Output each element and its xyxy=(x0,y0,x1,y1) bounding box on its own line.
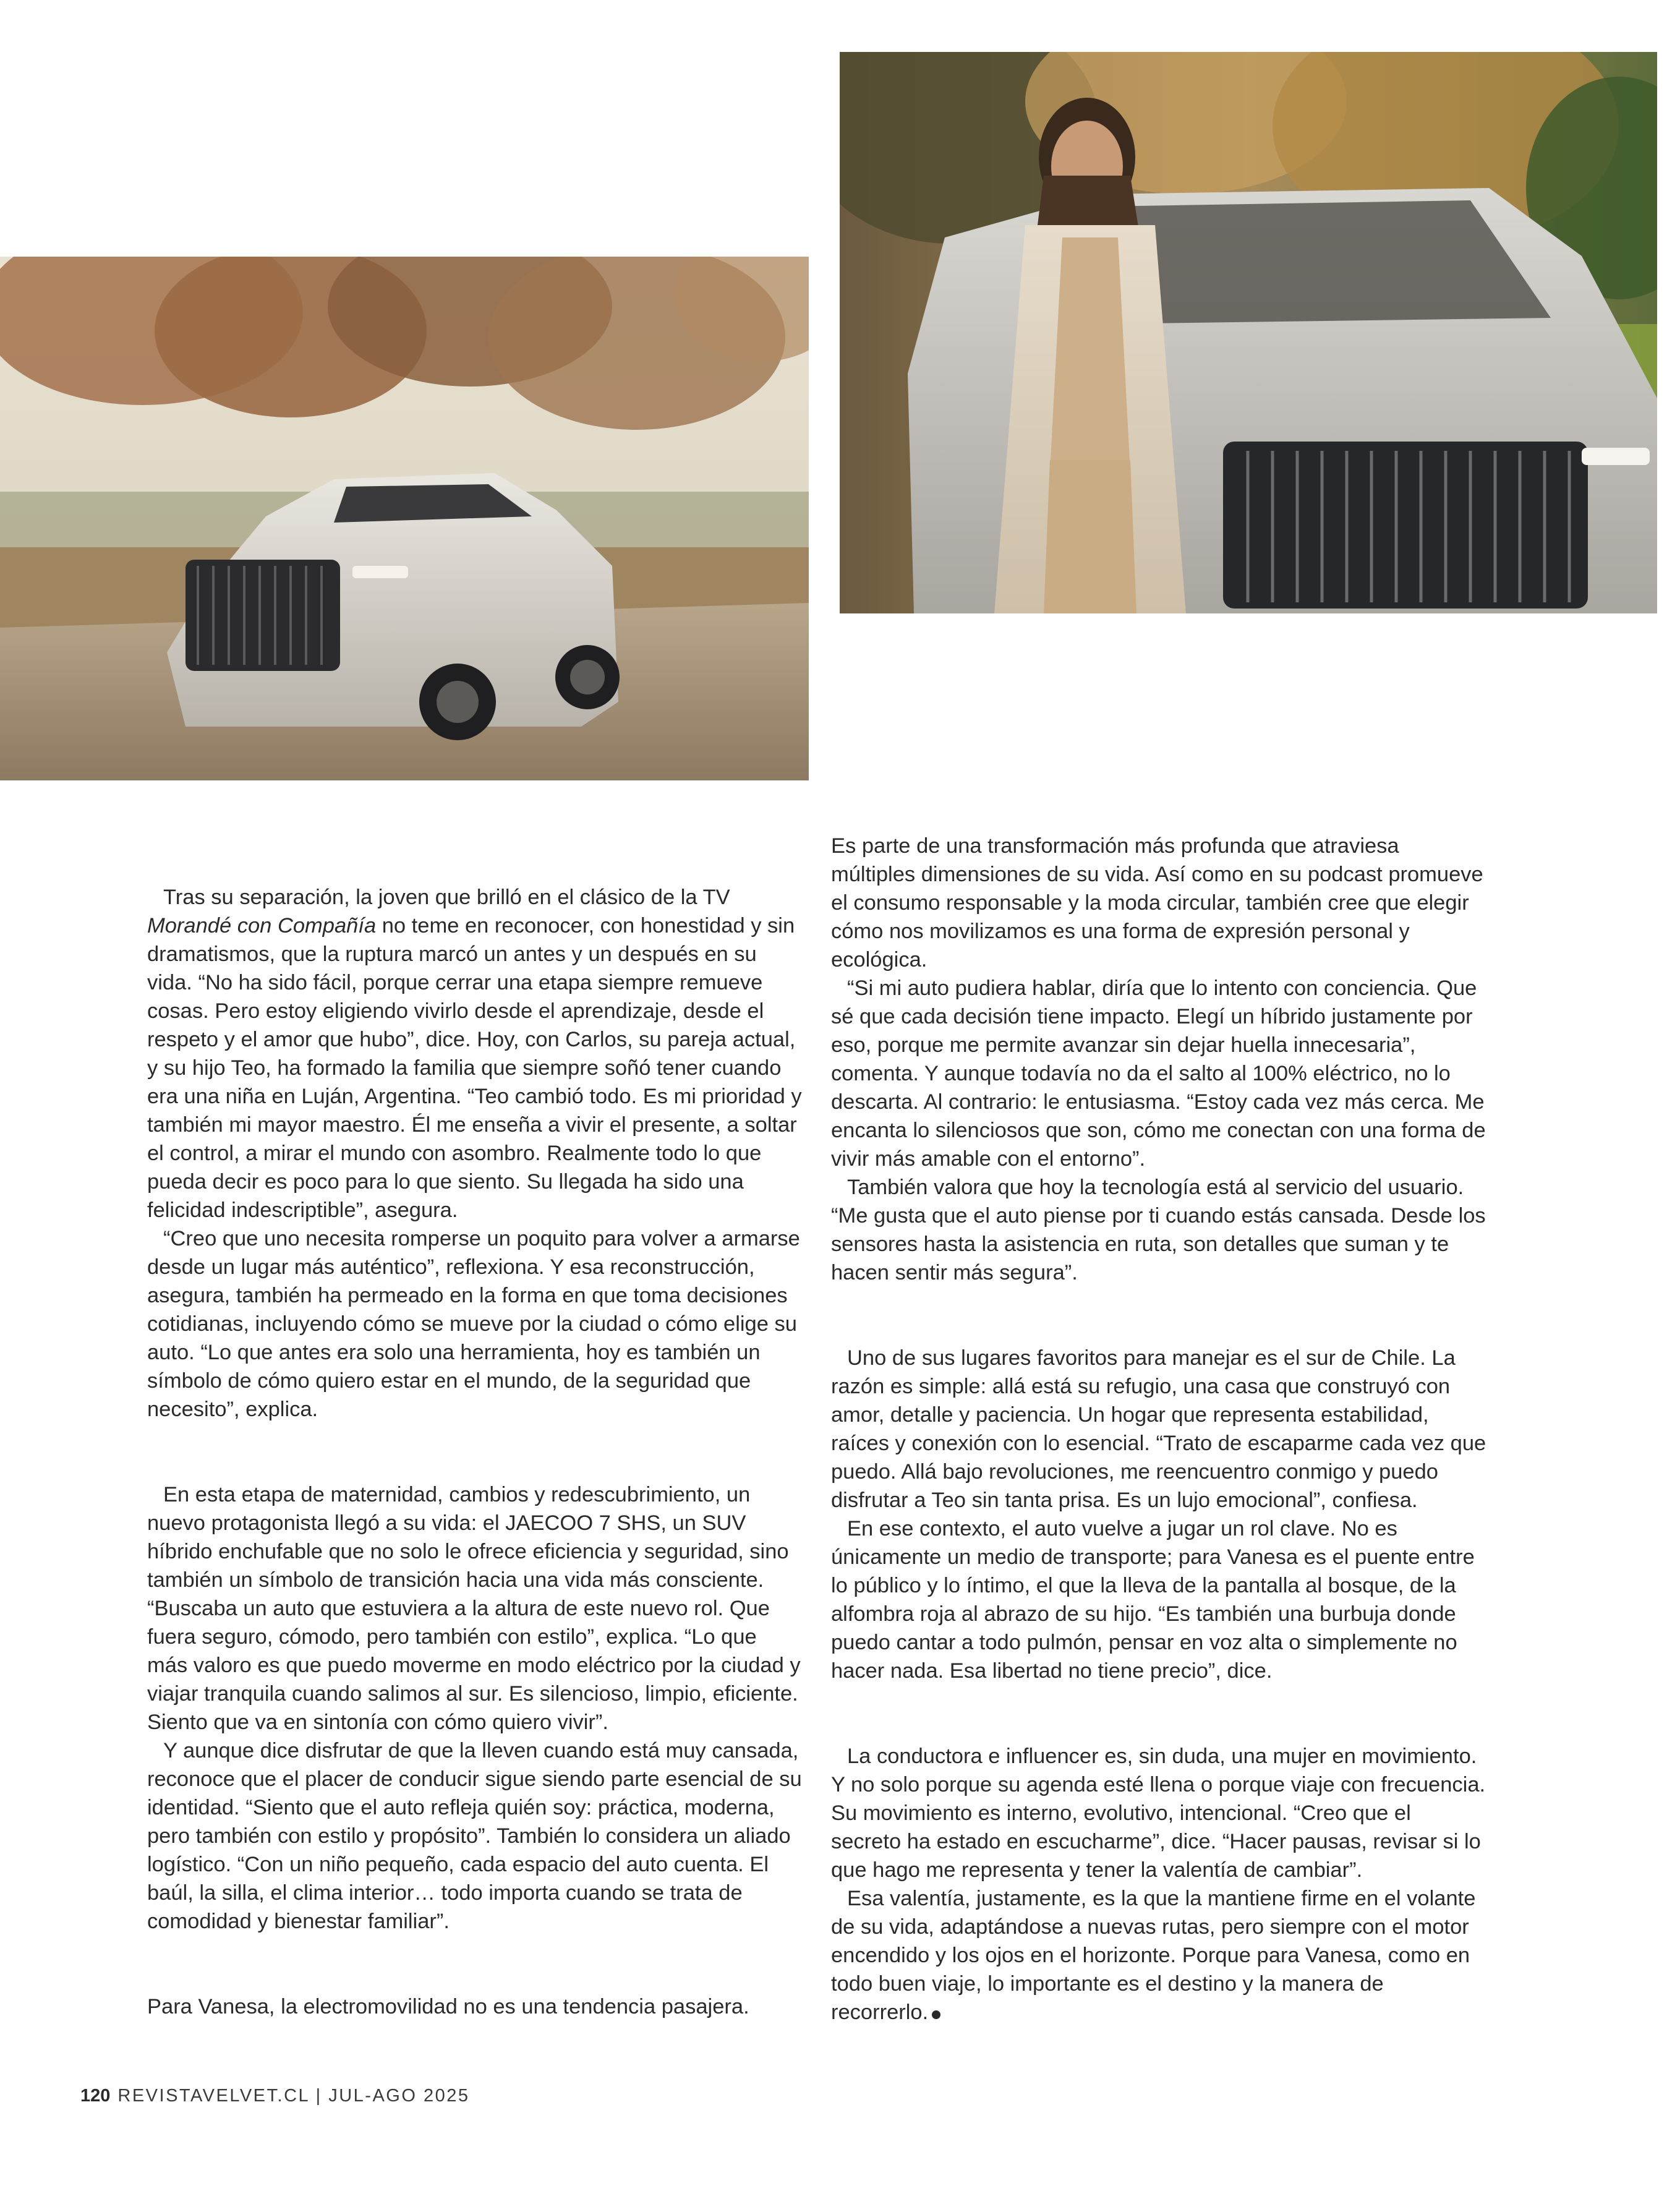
paragraph: También valora que hoy la tecnología está al servicio del usuario. “Me gusta que el auto piense por ti cuando estás cansada. Desde los sensores hasta la asistencia en ruta, son detalles que suman y te hacen sentir más segura”. xyxy=(831,1176,1486,1284)
paragraph: Uno de sus lugares favoritos para manejar es el sur de Chile. La razón es simple: allá está su refugio, una casa que construyó con amor, detalle y paciencia. Un hogar que representa estabilidad, raíces y conexión con lo esencial. “Trato de escaparme cada vez que puedo. Allá bajo revoluciones, me reencuentro conmigo y puedo disfrutar a Teo sin tanta prisa. Es un lujo emocional”, confiesa. xyxy=(831,1346,1486,1512)
paragraph xyxy=(831,1884,1486,2027)
paragraph: En esta etapa de maternidad, cambios y redescubrimiento, un nuevo protagonista llegó a su vida: el JAECOO 7 SHS, un SUV híbrido enchufable que no solo le ofrece eficiencia y seguridad, sino también un símbolo de transición hacia una vida más consciente. “Buscaba un auto que estuviera a la altura de este nuevo rol. Que fuera seguro, cómodo, pero también con estilo”, explica. “Lo que más valoro es que puedo moverme en modo eléctrico por la ciudad y viajar tranquila cuando salimos al sur. Es silencioso, limpio, eficiente. Siento que va en sintonía con cómo quiero vivir”. xyxy=(147,1483,801,1734)
paragraph-text: Esa valentía, justamente, es la que la mantiene firme en el volante de su vida, adaptándose a nuevas rutas, pero siempre con el motor encendido y los ojos en el horizonte. Porque para Vanesa, como en todo buen viaje, lo importante es el destino y la manera de recorrerlo. xyxy=(831,1887,1476,2024)
paragraph xyxy=(147,883,803,1224)
paragraph-text: Tras su separación, la joven que brilló en el clásico de la TV xyxy=(163,886,730,909)
show-title: Morandé con Compañía xyxy=(147,914,377,937)
photo-woman-with-suv xyxy=(840,52,1657,613)
paragraph: “Si mi auto pudiera hablar, diría que lo intento con conciencia. Que sé que cada decisión tiene impacto. Elegí un híbrido justamente por eso, porque me permite avanzar sin dejar huella innecesaria”, comenta. Y aunque todavía no da el salto al 100% eléctrico, no lo descarta. Al contrario: le entusiasma. “Estoy cada vez más cerca. Me encanta lo silenciosos que son, cómo me conectan con una forma de vivir más amable con el entorno”. xyxy=(831,976,1486,1171)
page-number: 120 xyxy=(80,2086,111,2106)
paragraph: La conductora e influencer es, sin duda, una mujer en movimiento. Y no solo porque su agenda esté llena o porque viaje con frecuencia. Su movimiento es interno, evolutivo, intencional. “Creo que el secreto ha estado en escucharme”, dice. “Hacer pausas, revisar si lo que hago me representa y tener la valentía de cambiar”. xyxy=(831,1745,1486,1882)
paragraph: “Creo que uno necesita romperse un poquito para volver a armarse desde un lugar más auténtico”, reflexiona. Y esa reconstrucción, asegura, también ha permeado en la forma en que toma decisiones cotidianas, incluyendo cómo se mueve por la ciudad o cómo elige su auto. “Lo que antes era solo una herramienta, hoy es también un símbolo de cómo quiero estar en el mundo, de la seguridad que necesito”, explica. xyxy=(147,1227,800,1421)
photo-woman-with-suv-image xyxy=(840,52,1657,613)
article-column-left xyxy=(147,883,803,2021)
end-mark-icon xyxy=(932,2010,940,2019)
photo-suv-road-image xyxy=(0,257,809,780)
publication-info: REVISTAVELVET.CL | JUL-AGO 2025 xyxy=(117,2086,470,2106)
paragraph-text: no teme en reconocer, con honestidad y sin dramatismos, que la ruptura marcó un antes y un después en su vida. “No ha sido fácil, porque cerrar una etapa siempre remueve cosas. Pero estoy eligiendo vivirlo desde el aprendizaje, desde el respeto y el amor que hubo”, dice. Hoy, con Carlos, su pareja actual, y su hijo Teo, ha formado la familia que siempre soñó tener cuando era una niña en Luján, Argentina. “Teo cambió todo. Es mi prioridad y también mi mayor maestro. Él me enseña a vivir el presente, a soltar el control, a mirar el mundo con asombro. Realmente todo lo que pueda decir es poco para lo que siento. Su llegada ha sido una felicidad indescriptible”, asegura. xyxy=(147,914,802,1222)
paragraph: Y aunque dice disfrutar de que la lleven cuando está muy cansada, reconoce que el placer de conducir sigue siendo parte esencial de su identidad. “Siento que el auto refleja quién soy: práctica, moderna, pero también con estilo y propósito”. También lo considera un aliado logístico. “Con un niño pequeño, cada espacio del auto cuenta. El baúl, la silla, el clima interior… todo importa cuando se trata de comodidad y bienestar familiar”. xyxy=(147,1739,802,1933)
photo-suv-road xyxy=(0,257,809,780)
page-folio xyxy=(80,2086,469,2106)
paragraph: Es parte de una transformación más profunda que atraviesa múltiples dimensiones de su vida. Así como en su podcast promueve el consumo responsable y la moda circular, también cree que elegir cómo nos movilizamos es una forma de expresión personal y ecológica. xyxy=(831,834,1483,972)
paragraph: En ese contexto, el auto vuelve a jugar un rol clave. No es únicamente un medio de transporte; para Vanesa es el puente entre lo público y lo íntimo, el que la lleva de la pantalla al bosque, de la alfombra roja al abrazo de su hijo. “Es también una burbuja donde puedo cantar a todo pulmón, pensar en voz alta o simplemente no hacer nada. Esa libertad no tiene precio”, dice. xyxy=(831,1517,1475,1683)
article-column-right xyxy=(831,832,1486,2027)
paragraph: Para Vanesa, la electromovilidad no es una tendencia pasajera. xyxy=(147,1995,749,2018)
